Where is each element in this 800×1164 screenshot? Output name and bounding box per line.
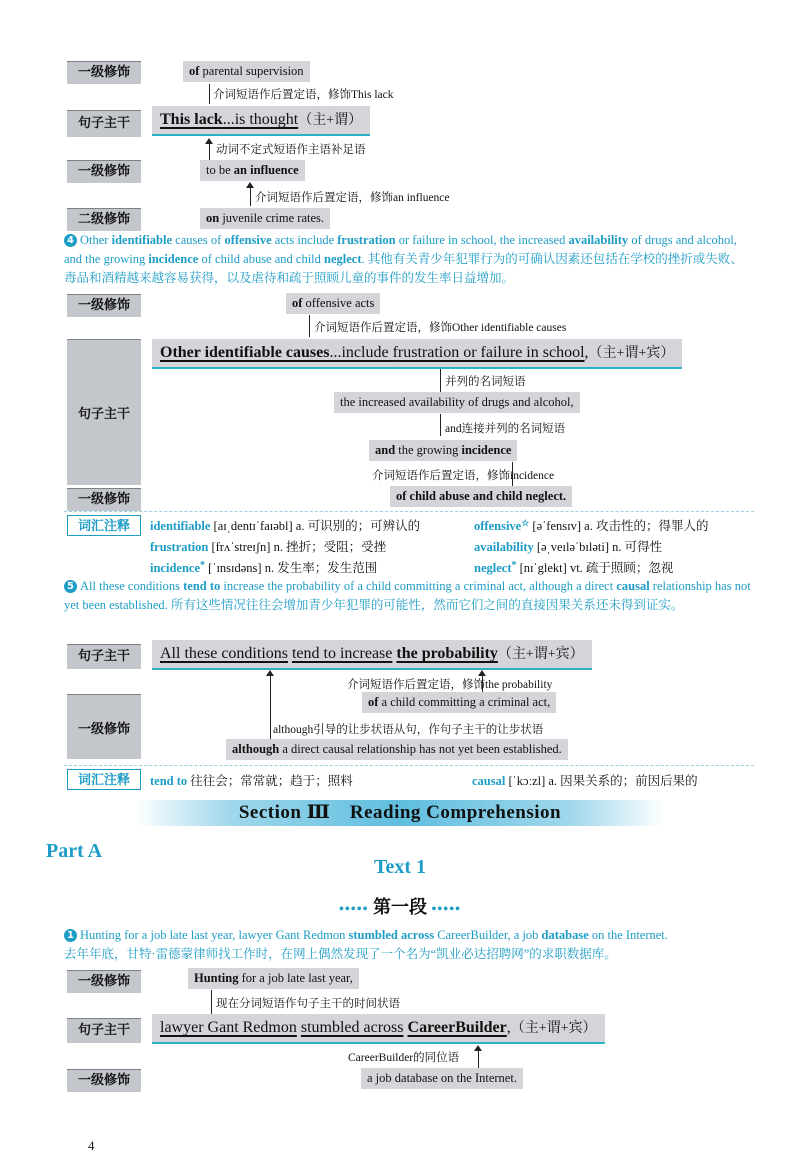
keyword: availability bbox=[568, 233, 629, 247]
vocab-entry: frustration [frʌˈstreɪʃn] n. 挫折；受阻；受挫 bbox=[150, 540, 387, 554]
divider bbox=[64, 765, 754, 766]
section-title: Section Ⅲ Reading Comprehension bbox=[238, 802, 562, 823]
modifier-box: and the growing incidence bbox=[369, 440, 517, 461]
connector bbox=[211, 990, 212, 1014]
label-primary-2: 一级修饰 bbox=[67, 160, 141, 183]
sentence-5-chinese: 所有这些情况往往会增加青少年犯罪的可能性，然而它们之间的直接因果关系还未得到证实。 bbox=[170, 598, 684, 612]
label-vocab-1: 词汇注释 bbox=[67, 515, 141, 536]
text-run: Other bbox=[80, 233, 112, 247]
label-main-1: 句子主干 bbox=[67, 110, 141, 137]
keyword: neglect bbox=[324, 252, 362, 266]
main-clause-box: This lack...is thought（主+谓） bbox=[152, 106, 370, 136]
annotation: although引导的让步状语从句，作句子主干的让步状语 bbox=[273, 724, 544, 736]
modifier-box: on juvenile crime rates. bbox=[200, 208, 330, 229]
main-clause-box: Other identifiable causes...include frustration or failure in school,（主+谓+宾） bbox=[152, 339, 682, 369]
modifier-box: of parental supervision bbox=[183, 61, 310, 82]
part-heading: Part A bbox=[46, 840, 103, 862]
text-run: increase the probability of a child committing a criminal act, although a direct bbox=[220, 579, 617, 593]
modifier-box: although a direct causal relationship has not yet been established. bbox=[226, 739, 568, 760]
connector bbox=[209, 142, 210, 160]
keyword: frustration bbox=[337, 233, 396, 247]
sentence-5-text bbox=[64, 577, 754, 615]
keyword: stumbled across bbox=[348, 928, 435, 942]
keyword: incidence bbox=[148, 252, 199, 266]
text-run: of child abuse and child bbox=[198, 252, 325, 266]
sentence-chinese: 去年年底，甘特·雷德蒙律师找工作时，在网上偶然发现了一个名为“凯业必达招聘网”的求职数据库。 bbox=[64, 947, 617, 961]
modifier-box: to be an influence bbox=[200, 160, 305, 181]
annotation: 动词不定式短语作主语补足语 bbox=[216, 144, 366, 156]
connector bbox=[440, 414, 441, 436]
vocab-entry: availability [əˌveɪləˈbɪləti] n. 可得性 bbox=[474, 540, 663, 554]
keyword: identifiable bbox=[111, 233, 173, 247]
sentence-number-badge: 4 bbox=[64, 234, 77, 247]
label-primary-1: 一级修饰 bbox=[67, 61, 141, 84]
divider bbox=[64, 511, 754, 512]
text-run: All these conditions bbox=[80, 579, 184, 593]
annotation: 现在分词短语作句子主干的时间状语 bbox=[216, 998, 400, 1010]
sentence-number-badge: 5 bbox=[64, 580, 77, 593]
text-heading: Text 1 bbox=[373, 856, 427, 878]
sentence-english bbox=[80, 928, 668, 942]
decorative-dots: ••••• bbox=[338, 902, 369, 917]
label-vocab-2: 词汇注释 bbox=[67, 769, 141, 790]
text-run: or failure in school, the increased bbox=[395, 233, 569, 247]
vocab-entry: identifiable [aɪˌdentɪˈfaɪəbl] a. 可识别的；可辨认的 bbox=[150, 519, 421, 533]
main-clause-box: All these conditions tend to increase the probability（主+谓+宾） bbox=[152, 640, 592, 670]
main-clause-box: lawyer Gant Redmon stumbled across CareerBuilder,（主+谓+宾） bbox=[152, 1014, 605, 1044]
text-run: acts include bbox=[271, 233, 338, 247]
text-run: causes of bbox=[172, 233, 225, 247]
text-run: on the Internet. bbox=[588, 928, 668, 942]
keyword: database bbox=[541, 928, 589, 942]
connector bbox=[309, 315, 310, 337]
keyword: causal bbox=[616, 579, 650, 593]
sentence-4-text bbox=[64, 231, 754, 288]
annotation: 并列的名词短语 bbox=[445, 376, 526, 388]
text1-sentence-1 bbox=[64, 926, 754, 964]
label-primary-4: 一级修饰 bbox=[67, 488, 141, 511]
modifier-box: a job database on the Internet. bbox=[361, 1068, 523, 1089]
annotation: 介词短语作后置定语，修饰an influence bbox=[255, 192, 450, 204]
sentence-4-chinese: 其他有关青少年犯罪行为的可确认因素还包括在学校的挫折或失败、毒品和酒精越来越容易获得，以及虐待和疏于照顾儿童的事件的发生率日益增加。 bbox=[64, 252, 743, 285]
connector bbox=[440, 369, 441, 393]
vocab-entry: neglect* [nɪˈglekt] vt. 疏于照顾；忽视 bbox=[474, 560, 674, 575]
keyword: offensive bbox=[224, 233, 272, 247]
text-run: of drugs and alcohol, and the growing bbox=[64, 233, 737, 266]
section-banner bbox=[136, 800, 664, 826]
connector bbox=[250, 186, 251, 206]
keyword: tend to bbox=[183, 579, 221, 593]
text-run: CareerBuilder, a job bbox=[434, 928, 542, 942]
modifier-box: of offensive acts bbox=[286, 293, 380, 314]
vocab-entry: offensive☆ [əˈfensɪv] a. 攻击性的；得罪人的 bbox=[474, 518, 709, 533]
connector bbox=[478, 1049, 479, 1069]
modifier-box: the increased availability of drugs and alcohol, bbox=[334, 392, 580, 413]
modifier-box: of a child committing a criminal act, bbox=[362, 692, 556, 713]
page-number: 4 bbox=[88, 1138, 95, 1153]
label-main-3: 句子主干 bbox=[67, 644, 141, 669]
label-secondary: 二级修饰 bbox=[67, 208, 141, 231]
annotation: and连接并列的名词短语 bbox=[445, 423, 566, 435]
paragraph-heading: ••••• 第一段 ••••• bbox=[338, 897, 462, 917]
connector bbox=[270, 674, 271, 740]
annotation: CareerBuilder的同位语 bbox=[348, 1052, 460, 1064]
annotation: 介词短语作后置定语，修饰the probability bbox=[347, 679, 553, 691]
annotation: 介词短语作后置定语，修饰This lack bbox=[213, 89, 394, 101]
annotation: 介词短语作后置定语，修饰incidence bbox=[372, 470, 555, 482]
label-main-2: 句子主干 bbox=[67, 339, 141, 485]
decorative-dots: ••••• bbox=[431, 902, 462, 917]
vocab-entry: tend to 往往会；常常就；趋于；照料 bbox=[150, 774, 353, 788]
label-primary-3: 一级修饰 bbox=[67, 294, 141, 317]
sentence-number-badge: 1 bbox=[64, 929, 77, 942]
annotation: 介词短语作后置定语，修饰Other identifiable causes bbox=[314, 322, 567, 334]
text-run: . bbox=[361, 252, 368, 266]
vocab-entry: incidence* [ˈɪnsɪdəns] n. 发生率；发生范围 bbox=[150, 560, 378, 575]
text-run: relationship has not yet been established. bbox=[64, 579, 751, 612]
label-main-4: 句子主干 bbox=[67, 1018, 141, 1043]
modifier-box: of child abuse and child neglect. bbox=[390, 486, 572, 507]
modifier-box: Hunting for a job late last year, bbox=[188, 968, 359, 989]
label-primary-7: 一级修饰 bbox=[67, 1069, 141, 1092]
label-primary-6: 一级修饰 bbox=[67, 970, 141, 993]
vocab-entry: causal [ˈkɔːzl] a. 因果关系的；前因后果的 bbox=[472, 774, 698, 788]
connector bbox=[209, 84, 210, 104]
label-primary-5: 一级修饰 bbox=[67, 694, 141, 759]
text-run: Hunting for a job late last year, lawyer Gant Redmon bbox=[80, 928, 349, 942]
